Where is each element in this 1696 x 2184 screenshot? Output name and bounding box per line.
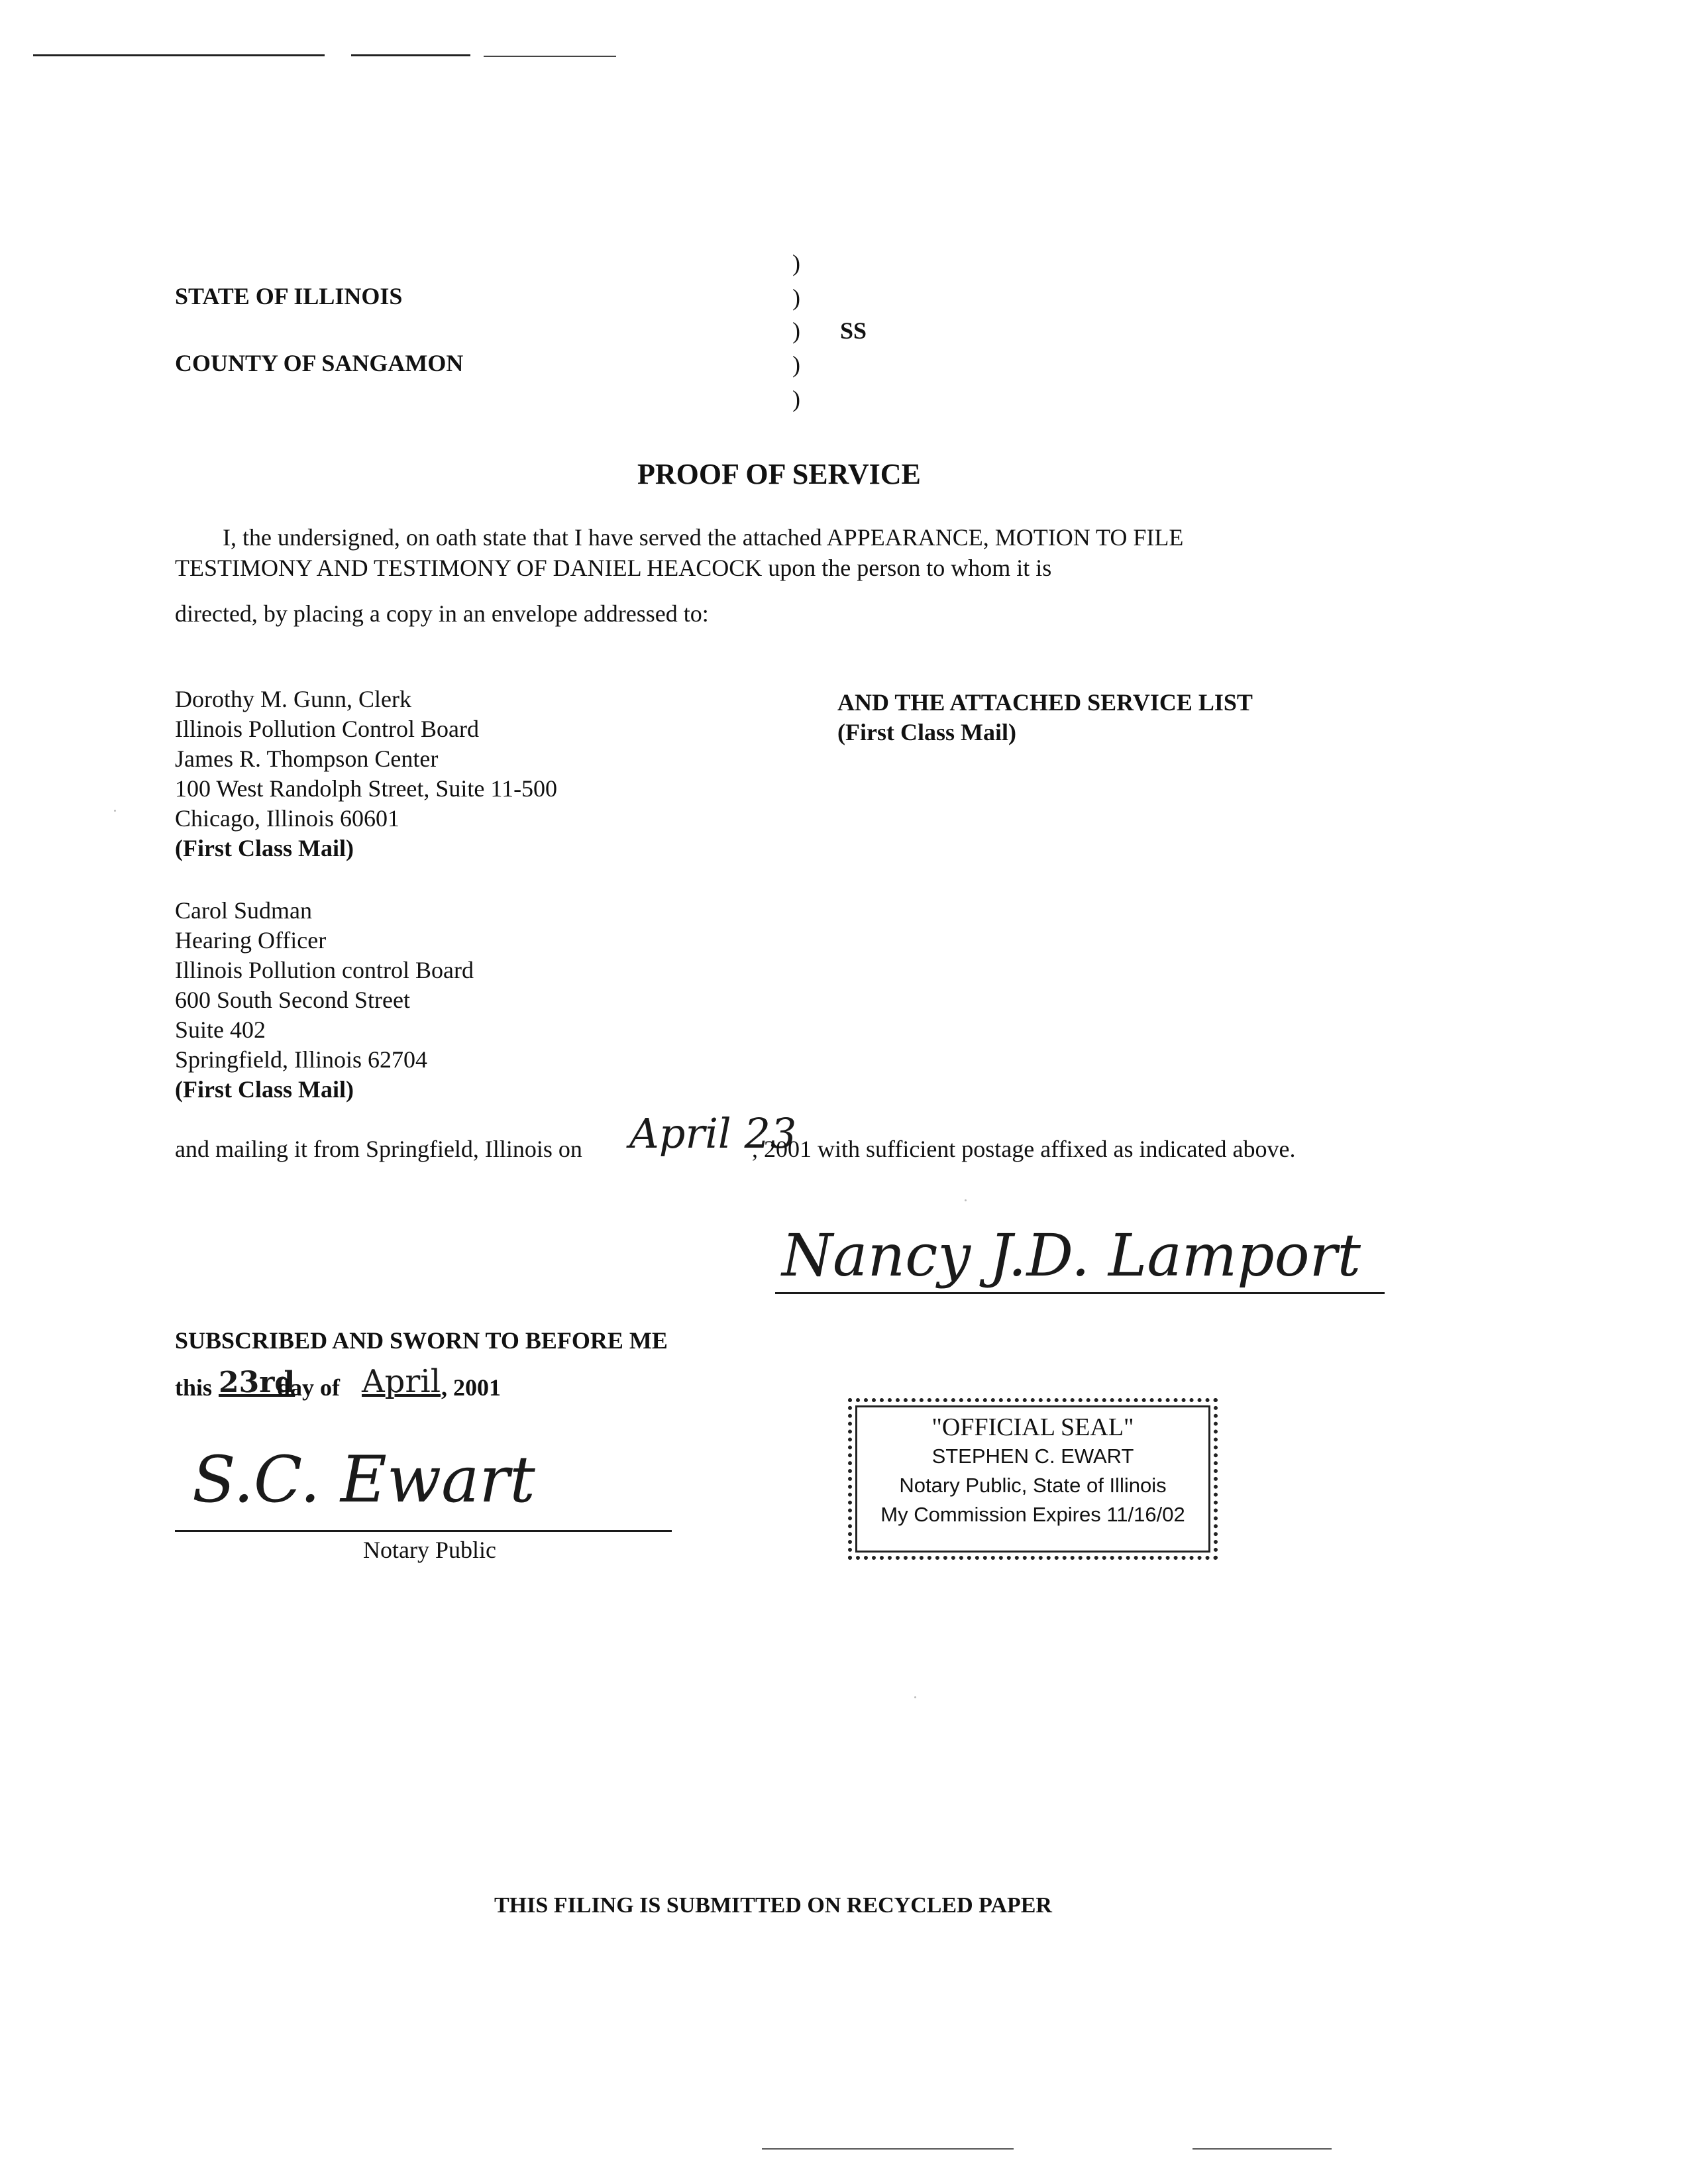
recipient-street: 600 South Second Street [175, 987, 410, 1013]
mailing-suffix: , 2001 with sufficient postage affixed as indicated above. [752, 1136, 1296, 1162]
notary-signature: S.C. Ewart [192, 1443, 535, 1517]
seal-commission-expiry: My Commission Expires 11/16/02 [880, 1503, 1185, 1526]
scan-artifact-bottom-right [1192, 2148, 1332, 2150]
recipient-org: Illinois Pollution control Board [175, 957, 474, 983]
footer-recycled-notice: THIS FILING IS SUBMITTED ON RECYCLED PAPER [494, 1893, 1052, 1918]
recipient-city: Springfield, Illinois 62704 [175, 1046, 427, 1073]
recipient-suite: Suite 402 [175, 1016, 266, 1043]
seal-notary-name: STEPHEN C. EWART [931, 1445, 1134, 1468]
recipient-city: Chicago, Illinois 60601 [175, 805, 399, 832]
jurat-month-handwritten: April [362, 1363, 441, 1400]
county-label: COUNTY OF SANGAMON [175, 350, 464, 376]
notary-label: Notary Public [363, 1537, 496, 1563]
scan-artifact-top-mid [351, 54, 470, 56]
service-list-heading: AND THE ATTACHED SERVICE LIST [837, 689, 1253, 716]
state-label: STATE OF ILLINOIS [175, 283, 403, 309]
intro-line-1: I, the undersigned, on oath state that I have served the attached APPEARANCE, MOTION TO FILE [223, 524, 1184, 551]
jurat-line-1: SUBSCRIBED AND SWORN TO BEFORE ME [175, 1327, 668, 1354]
recipient-building: James R. Thompson Center [175, 745, 439, 772]
jurat-this: this [175, 1374, 213, 1401]
scan-speck [914, 1696, 916, 1698]
official-seal-stamp [848, 1398, 1218, 1560]
affiant-signature: Nancy J.D. Lamport [782, 1221, 1361, 1289]
affiant-signature-line [775, 1292, 1385, 1294]
caption-paren: ) [792, 284, 800, 311]
recipient-method: (First Class Mail) [175, 835, 354, 861]
recipient-name: Dorothy M. Gunn, Clerk [175, 686, 411, 712]
service-list-method: (First Class Mail) [837, 719, 1016, 745]
scan-artifact-top-left [33, 54, 325, 56]
ss-label: SS [840, 317, 867, 344]
recipient-method: (First Class Mail) [175, 1076, 354, 1103]
mailing-prefix: and mailing it from Springfield, Illinois on [175, 1136, 582, 1162]
intro-line-3: directed, by placing a copy in an envelope addressed to: [175, 600, 709, 627]
notary-signature-line [175, 1530, 672, 1532]
document-title: PROOF OF SERVICE [637, 458, 921, 490]
scan-artifact-bottom-mid [762, 2148, 1014, 2150]
caption-paren: ) [792, 317, 800, 344]
recipient-street: 100 West Randolph Street, Suite 11-500 [175, 775, 558, 802]
recipient-name: Carol Sudman [175, 897, 312, 924]
scan-artifact-top-right [484, 56, 616, 57]
jurat-day-handwritten: 23rd [219, 1366, 295, 1399]
jurat-year: , 2001 [441, 1374, 501, 1401]
seal-title: "OFFICIAL SEAL" [931, 1413, 1134, 1441]
intro-line-2: TESTIMONY AND TESTIMONY OF DANIEL HEACOCK upon the person to whom it is [175, 555, 1052, 581]
scan-speck [114, 810, 116, 812]
seal-notary-state: Notary Public, State of Illinois [899, 1474, 1167, 1497]
caption-paren: ) [792, 351, 800, 378]
recipient-org: Illinois Pollution Control Board [175, 716, 480, 742]
caption-paren: ) [792, 250, 800, 276]
caption-paren: ) [792, 386, 800, 412]
recipient-title: Hearing Officer [175, 927, 327, 954]
jurat-day-of: day of [277, 1374, 341, 1401]
mailing-date-handwritten: April 23 [629, 1109, 797, 1158]
scan-speck [965, 1199, 967, 1201]
